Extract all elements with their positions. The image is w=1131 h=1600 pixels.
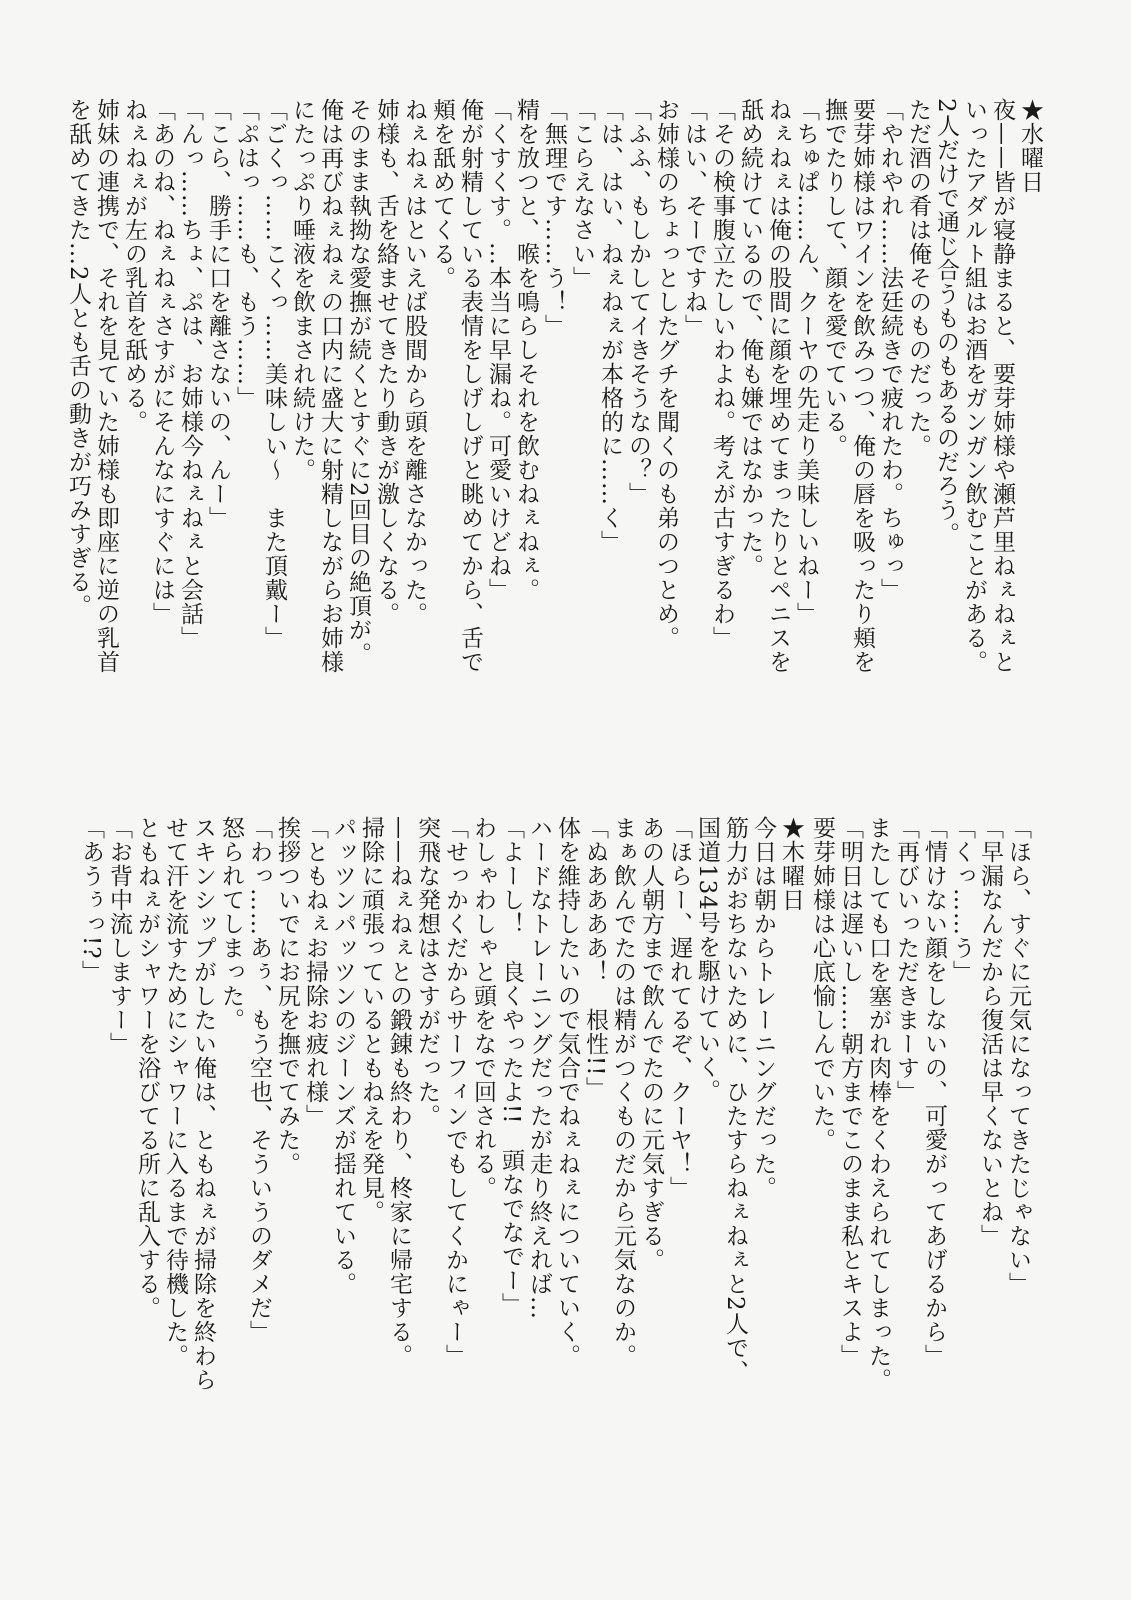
text-line: 「あのね、ねぇねぇさすがにそんなにすぐには」	[149, 98, 175, 626]
text-line: 「くっ……う」	[949, 816, 975, 984]
text-line: ともねぇがシャワーを浴びてる所に乱入する。	[134, 816, 160, 1320]
text-line: わしゃわしゃと頭をなで回される。	[470, 816, 496, 1200]
thursday-section	[78, 816, 805, 1392]
text-line: 要芽姉様は心底愉しんでいた。	[809, 816, 835, 1152]
text-line: まぁ飲んでたのは精がつくものだから元気なのか。	[610, 816, 636, 1368]
text-line: 「お背中流しますー」	[106, 816, 132, 1056]
text-line: 「ぬああああ！ 根性!!」	[582, 816, 608, 1101]
wednesday-section	[65, 98, 1044, 674]
text-line: 挨拶ついでにお尻を撫でてみた。	[274, 816, 300, 1176]
text-line: ただ酒の肴は俺そのものだった。	[905, 98, 931, 458]
text-line: 夜——皆が寝静まると、要芽姉様や瀬芦里ねぇねぇと	[989, 98, 1015, 674]
text-line: 「こらえなさい」	[569, 98, 595, 290]
text-line: 「んっ……ちょ、ぷは、お姉様今ねぇねぇと会話」	[177, 98, 203, 650]
text-line: 要芽姉様はワインを飲みつつ、俺の唇を吸ったり頬を	[849, 98, 875, 674]
text-line: いったアダルト組はお酒をガンガン飲むことがある。	[961, 98, 987, 674]
text-line: 「あうぅっ!?」	[78, 816, 104, 984]
text-line: 「こら、勝手に口を離さないの、んー」	[205, 98, 231, 530]
text-line: ねぇねぇはといえば股間から頭を離さなかった。	[401, 98, 427, 626]
text-line: 「よーし！ 良くやったよ!! 頭なでなでー」	[498, 816, 524, 1317]
text-line: 「無理です……う！」	[541, 98, 567, 338]
text-line: 「は、はい、ねぇねぇが本格的に……く」	[597, 98, 623, 554]
text-line: 「情けない顔をしないの、可愛がってあげるから」	[921, 816, 947, 1368]
text-line: 突飛な発想はさすがだった。	[414, 816, 440, 1128]
text-line: せて汗を流すためにシャワーに入るまで待機した。	[162, 816, 188, 1368]
text-line: 筋力がおちないために、ひたすらねぇねぇと2人で、	[722, 816, 748, 1384]
text-line: 俺が射精している表情をしげしげと眺めてから、舌で	[457, 98, 483, 674]
text-line: 今日は朝からトレーニングだった。	[750, 816, 776, 1200]
text-line: 「やれやれ……法廷続きで疲れたわ。ちゅっ」	[877, 98, 903, 602]
text-line: 「ほら、すぐに元気になってきたじゃない」	[1005, 816, 1031, 1296]
text-line: 姉様も、舌を絡ませてきたり動きが激しくなる。	[373, 98, 399, 626]
text-line: 「ともねぇお掃除お疲れ様」	[302, 816, 328, 1128]
text-line: 「早漏なんだから復活は早くないとね」	[977, 816, 1003, 1248]
text-line: ねぇねぇが左の乳首を舐める。	[121, 98, 147, 434]
text-line: 精を放つと、喉を鳴らしそれを飲むねぇねぇ。	[513, 98, 539, 602]
text-line: 頬を舐めてくる。	[429, 98, 455, 290]
text-line: 「ほらー、遅れてるぞ、クーヤ！」	[666, 816, 692, 1200]
text-line: 「ごくっ……こくっ……美味しい〜 また頂戴ー」	[261, 98, 287, 650]
wednesday-section-continued	[800, 816, 1032, 1392]
text-line: ★水曜日	[1017, 98, 1043, 194]
text-line: 撫でたりして、顔を愛でている。	[821, 98, 847, 458]
text-line: にたっぷり唾液を飲まされ続けた。	[289, 98, 315, 482]
text-line: 体を維持したいので気合でねぇねぇについていく。	[554, 816, 580, 1368]
text-line: 「ちゅぱ……ん、クーヤの先走り美味しいねー」	[793, 98, 819, 626]
text-line: 掃除に頑張っているともねえを発見。	[358, 816, 384, 1224]
text-line: 2人だけで通じ合うものもあるのだろう。	[933, 98, 959, 546]
text-line: 姉妹の連携で、それを見ていた姉様も即座に逆の乳首	[93, 98, 119, 674]
text-line: パッツンパッツンのジーンズが揺れている。	[330, 816, 356, 1296]
text-line: スキンシップがしたい俺は、ともねぇが掃除を終わら	[190, 816, 216, 1392]
text-line: またしても口を塞がれ肉棒をくわえられてしまった。	[865, 816, 891, 1392]
text-line: 「ぷはっ……も、もう……」	[233, 98, 259, 410]
text-line: 「せっかくだからサーフィンでもしてくかにゃー」	[442, 816, 468, 1368]
text-line: あの人朝方まで飲んでたのに元気すぎる。	[638, 816, 664, 1272]
text-line: 「ふふ、もしかしてイきそうなの？」	[625, 98, 651, 506]
text-line: 怒られてしまった。	[218, 816, 244, 1032]
text-line: ハードなトレーニングだったが走り終えれば…	[526, 816, 552, 1320]
text-line: ねぇねぇは俺の股間に顔を埋めてまったりとペニスを	[765, 98, 791, 674]
text-line: 「明日は遅いし……朝方までこのまま私とキスよ」	[837, 816, 863, 1368]
text-line: 舐め続けているので、俺も嫌ではなかった。	[737, 98, 763, 578]
text-line: 「わっ……あぅ、もう空也、そういうのダメだ」	[246, 816, 272, 1344]
text-line: お姉様のちょっとしたグチを聞くのも弟のつとめ。	[653, 98, 679, 650]
text-line: 「はい、そーですね」	[681, 98, 707, 338]
text-line: 「くすくす。…本当に早漏ね。可愛いけどね」	[485, 98, 511, 602]
text-line: 「その検事腹立たしいわよね。考えが古すぎるわ」	[709, 98, 735, 650]
text-line: 国道134号を駆けていく。	[694, 816, 720, 1103]
text-line: ★木曜日	[778, 816, 804, 912]
text-line: を舐めてきた…2人とも舌の動きが巧みすぎる。	[65, 98, 91, 618]
text-line: ——ねぇねぇとの鍛錬も終わり、柊家に帰宅する。	[386, 816, 412, 1368]
text-line: 俺は再びねぇねぇの口内に盛大に射精しながらお姉様	[317, 98, 343, 674]
text-line: 「再びいっただきまーす」	[893, 816, 919, 1104]
text-line: そのまま執拗な愛撫が続くとすぐに2回目の絶頂が。	[345, 98, 371, 666]
